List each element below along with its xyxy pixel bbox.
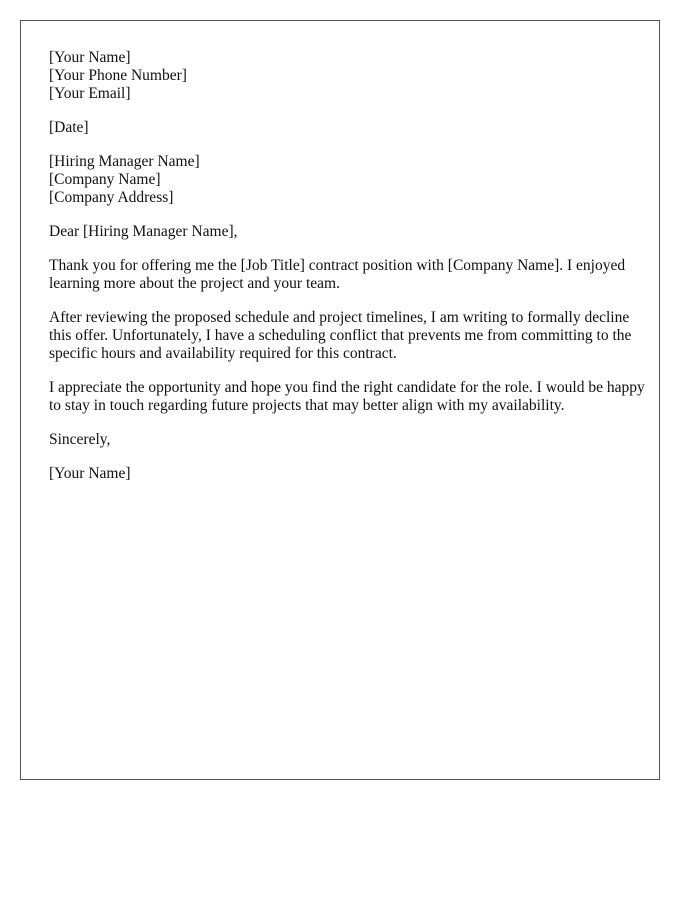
recipient-name: [Hiring Manager Name]: [49, 153, 200, 170]
paragraph-3: I appreciate the opportunity and hope you find the right candidate for the role. I would be happy to stay in touch regarding future projects that may better align with my availability.: [49, 379, 645, 414]
recipient-block: [49, 153, 649, 207]
letter-date: [Date]: [49, 119, 89, 136]
sender-block: [49, 49, 649, 103]
letter-page: [20, 20, 660, 780]
letter-body: [49, 49, 649, 499]
recipient-company: [Company Name]: [49, 171, 161, 188]
signature: [Your Name]: [49, 465, 131, 482]
paragraph-2: After reviewing the proposed schedule and project timelines, I am writing to formally decline this offer. Unfortunately, I have a scheduling conflict that prevents me from committing to the specific hours and availability required for this contract.: [49, 309, 632, 362]
recipient-address: [Company Address]: [49, 189, 174, 206]
sender-email: [Your Email]: [49, 85, 131, 102]
closing: Sincerely,: [49, 431, 111, 448]
sender-phone: [Your Phone Number]: [49, 67, 187, 84]
sender-name: [Your Name]: [49, 49, 131, 66]
date-block: [49, 119, 649, 137]
paragraph-1: Thank you for offering me the [Job Title] contract position with [Company Name]. I enjoyed learning more about the project and your team.: [49, 257, 626, 292]
salutation: Dear [Hiring Manager Name],: [49, 223, 238, 240]
